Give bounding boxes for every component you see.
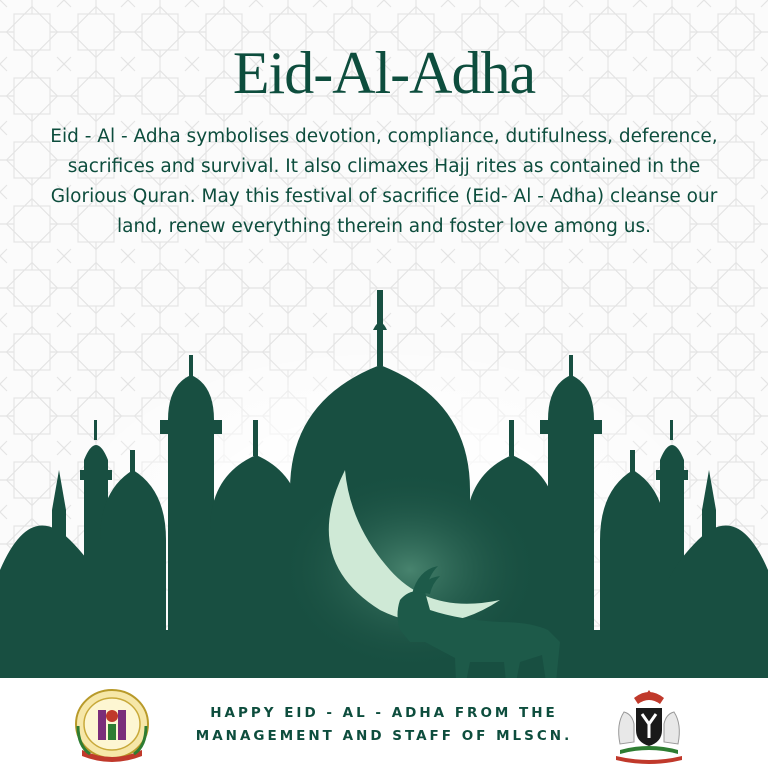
page-title: Eid-Al-Adha [232,40,536,106]
footer-line-1: HAPPY EID - AL - ADHA FROM THE [210,705,558,721]
footer-band [0,678,768,768]
mosque-illustration [0,270,768,682]
footer-message [150,702,618,748]
mlscn-logo-icon [72,686,152,766]
greeting-message: Eid - Al - Adha symbolises devotion, compliance, dutifulness, deference, sacrifices and survival. It also climaxes Hajj rites as contained in the Glorious Quran. May this festival of sacrifice (Eid- Al - Adha) cleanse our land, renew everything therein and foster love among us. [50,126,718,237]
footer-line-2: MANAGEMENT AND STAFF OF MLSCN. [195,728,573,744]
nigeria-coat-of-arms-icon [606,684,692,764]
